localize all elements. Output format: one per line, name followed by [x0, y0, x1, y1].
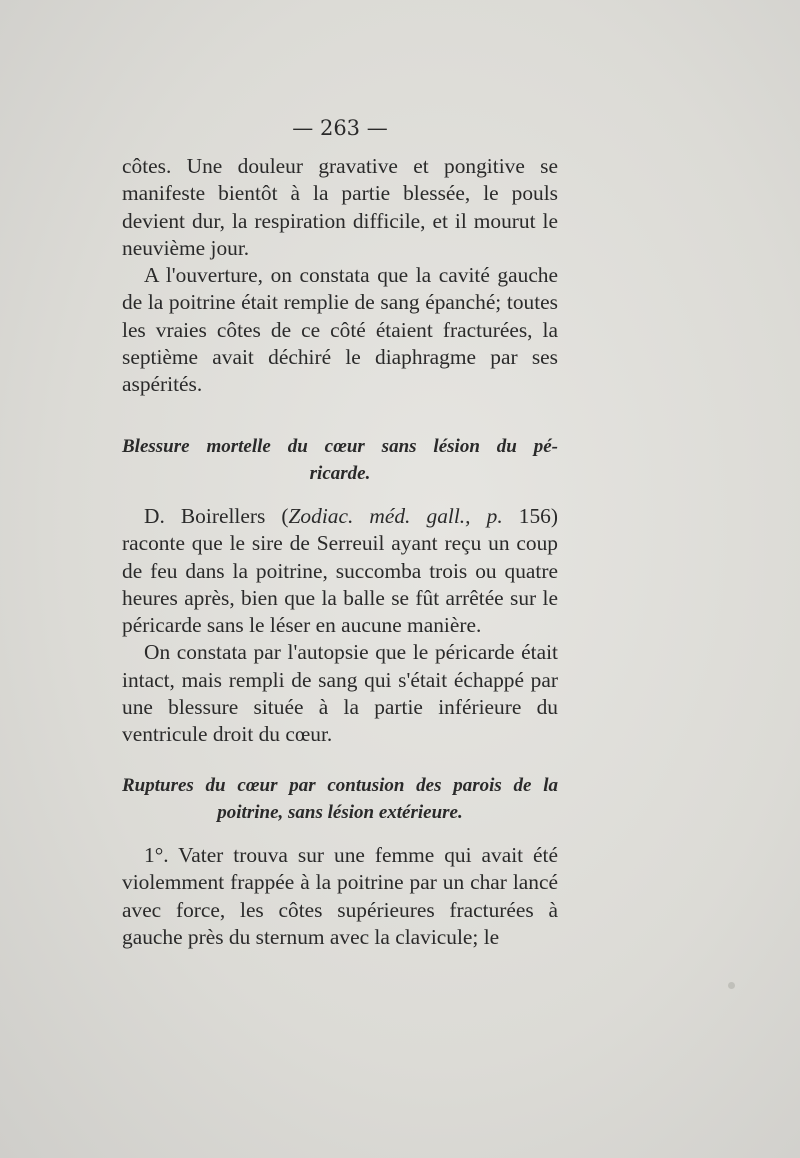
paragraph-3 — [122, 503, 558, 639]
section-heading-1-line-2: ricarde. — [309, 463, 371, 485]
text-block-1 — [122, 153, 558, 399]
text-block-3 — [122, 842, 558, 951]
paragraph-5: 1°. Vater trouva sur une femme qui avait été violemment frappée à la poitrine par un char lancé avec force, les côtes supérieures fracturées à gauche près du sternum avec la clavicule; le — [122, 843, 558, 949]
section-heading-1-line-1: Blessure mortelle du cœur sans lésion du pé- — [122, 436, 558, 457]
text-block-2 — [122, 503, 558, 749]
paragraph-2: A l'ouverture, on constata que la cavité gauche de la poitrine était remplie de sang épanché; toutes les vraies côtes de ce côté étaient fracturées, la septième avait déchiré le diaphragme par ses aspérités. — [122, 263, 558, 397]
paragraph-3-rest: 156) raconte que le sire de Serreuil ayant reçu un coup de feu dans la poitrine, succomba trois ou quatre heures après, bien que la balle se fût arrêtée sur le péricarde sans le léser en aucune manière. — [122, 504, 559, 638]
paragraph-4: On constata par l'autopsie que le péricarde était intact, mais rempli de sang qui s'était échappé par une blessure située à la partie inférieure du ventricule droit du cœur. — [122, 640, 558, 747]
section-heading-2 — [122, 772, 558, 827]
section-heading-2-line-1: Ruptures du cœur par contusion des parois de la — [122, 775, 558, 796]
citation-reference: Zodiac. méd. gall., p. — [288, 504, 503, 528]
paper-stain — [728, 982, 735, 989]
section-heading-2-line-2: poitrine, sans lésion extérieure. — [217, 802, 463, 824]
section-heading-1 — [122, 433, 558, 488]
paragraph-1: côtes. Une douleur gravative et pongitive se manifeste bientôt à la partie blessée, le pouls devient dur, la respiration difficile, et il mourut le neuvième jour. — [122, 154, 558, 260]
paragraph-3-start: D. Boirellers ( — [144, 504, 289, 528]
page-number: — 263 — — [292, 116, 388, 140]
